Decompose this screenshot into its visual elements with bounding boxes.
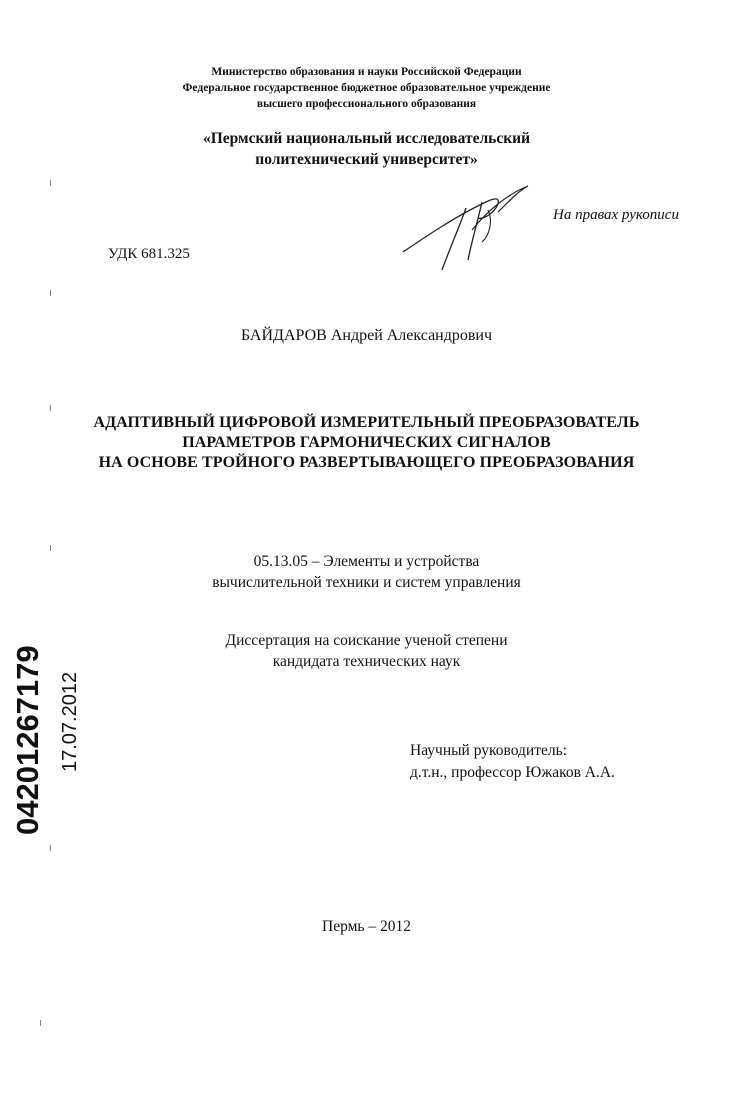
degree-line: Диссертация на соискание ученой степени	[225, 632, 508, 649]
city-year: Пермь – 2012	[322, 918, 411, 935]
margin-mark	[50, 405, 51, 411]
stamp-date: 17.07.2012	[59, 671, 81, 772]
ministry-line: Федеральное государственное бюджетное образовательное учреждение	[182, 82, 551, 94]
supervisor-name: д.т.н., профессор Южаков А.А.	[410, 764, 615, 781]
dissertation-title	[0, 413, 733, 473]
ministry-line: Министерство образования и науки Российской Федерации	[211, 66, 522, 78]
title-line: ПАРАМЕТРОВ ГАРМОНИЧЕСКИХ СИГНАЛОВ	[182, 434, 551, 451]
ministry-line: высшего профессионального образования	[256, 98, 477, 110]
degree-statement	[0, 630, 733, 672]
margin-mark	[50, 290, 51, 296]
margin-mark	[50, 180, 51, 186]
author-name: БАЙДАРОВ Андрей Александрович	[240, 327, 493, 344]
ministry-header	[0, 64, 733, 112]
degree-line: кандидата технических наук	[272, 653, 461, 670]
supervisor-label: Научный руководитель:	[410, 742, 567, 759]
specialty-line: 05.13.05 – Элементы и устройства	[253, 553, 480, 570]
handwritten-signature	[398, 180, 538, 275]
university-line: политехнический университет»	[255, 151, 478, 168]
specialty-line: вычислительной техники и систем управления	[212, 574, 521, 591]
udk-code: УДК 681.325	[108, 246, 190, 262]
title-line: АДАПТИВНЫЙ ЦИФРОВОЙ ИЗМЕРИТЕЛЬНЫЙ ПРЕОБРАЗОВАТЕЛЬ	[93, 414, 640, 431]
manuscript-rights-note: На правах рукописи	[553, 207, 679, 223]
margin-mark	[50, 845, 51, 851]
university-line: «Пермский национальный исследовательский	[202, 130, 531, 147]
specialty-code	[0, 551, 733, 593]
margin-mark	[40, 1020, 41, 1026]
stamp-number: 04201267179	[10, 645, 45, 835]
university-name	[0, 128, 733, 170]
scientific-supervisor	[410, 740, 615, 784]
title-line: НА ОСНОВЕ ТРОЙНОГО РАЗВЕРТЫВАЮЩЕГО ПРЕОБРАЗОВАНИЯ	[98, 454, 635, 471]
